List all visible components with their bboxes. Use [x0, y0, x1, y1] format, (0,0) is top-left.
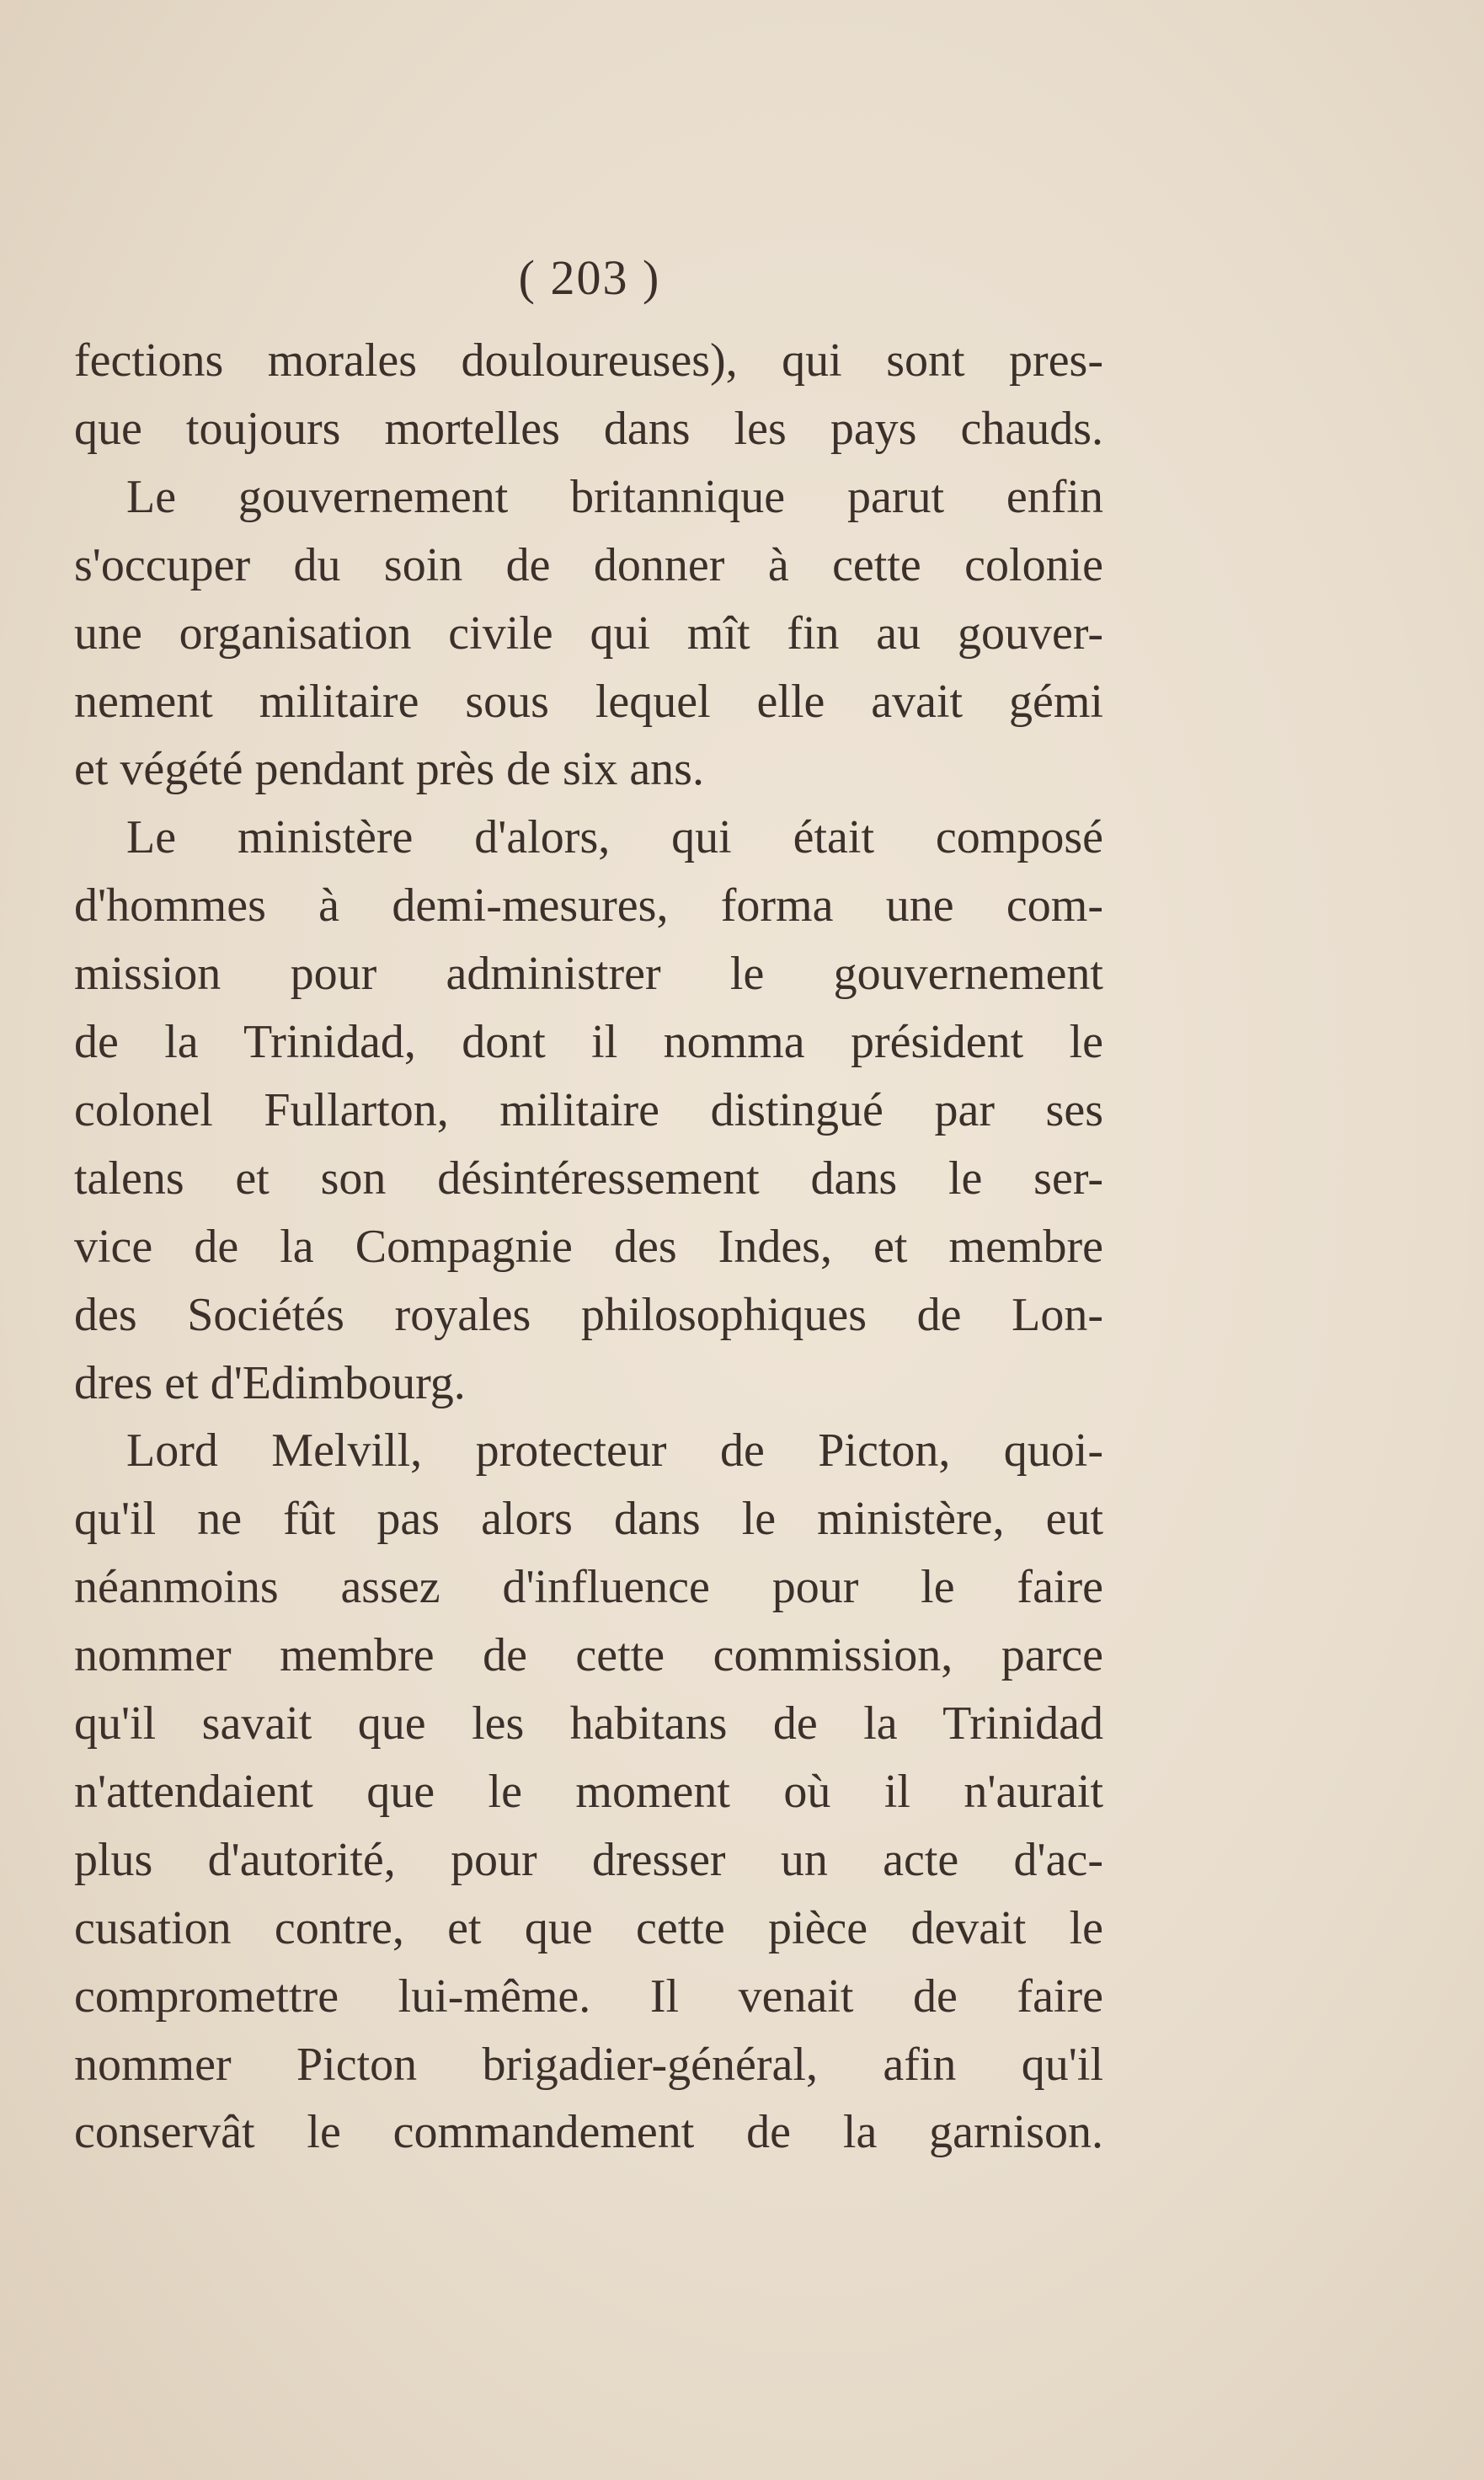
- text-line: s'occuper du soin de donner à cette colonie: [74, 538, 1103, 591]
- text-line: vice de la Compagnie des Indes, et membre: [74, 1220, 1103, 1273]
- text-line: plus d'autorité, pour dresser un acte d'ac-: [74, 1833, 1103, 1886]
- text-line: conservât le commandement de la garnison.: [74, 2106, 1103, 2159]
- text-line: mission pour administrer le gouvernement: [74, 948, 1103, 1001]
- text-line: néanmoins assez d'influence pour le faire: [74, 1561, 1103, 1614]
- text-line: cusation contre, et que cette pièce devait le: [74, 1901, 1103, 1954]
- text-line: une organisation civile qui mît fin au gouver-: [74, 607, 1103, 660]
- text-line: de la Trinidad, dont il nomma président le: [74, 1016, 1103, 1068]
- text-line: nement militaire sous lequel elle avait gémi: [74, 675, 1103, 728]
- text-line: qu'il ne fût pas alors dans le ministère, eut: [74, 1493, 1103, 1546]
- text-line: Lord Melvill, protecteur de Picton, quoi-: [126, 1424, 1103, 1478]
- text-line: et végété pendant près de six ans.: [74, 743, 704, 796]
- text-line: colonel Fullarton, militaire distingué par ses: [74, 1083, 1103, 1136]
- text-line: n'attendaient que le moment où il n'aurait: [74, 1765, 1103, 1818]
- text-line: compromettre lui-même. Il venait de faire: [74, 1970, 1103, 2023]
- text-line: Le gouvernement britannique parut enfin: [126, 470, 1103, 523]
- page-number: ( 203 ): [518, 250, 661, 305]
- text-line: dres et d'Edimbourg.: [74, 1356, 466, 1409]
- text-line: nommer membre de cette commission, parce: [74, 1629, 1103, 1682]
- text-line: des Sociétés royales philosophiques de Lon-: [74, 1288, 1103, 1341]
- text-line: que toujours mortelles dans les pays chauds.: [74, 402, 1103, 455]
- text-line: nommer Picton brigadier-général, afin qu'il: [74, 2038, 1103, 2091]
- text-line: qu'il savait que les habitans de la Trinidad: [74, 1697, 1103, 1750]
- text-line: Le ministère d'alors, qui était composé: [126, 811, 1103, 864]
- text-line: d'hommes à demi-mesures, forma une com-: [74, 879, 1103, 933]
- text-line: talens et son désintéressement dans le ser-: [74, 1152, 1103, 1205]
- text-line: fections morales douloureuses), qui sont pres-: [74, 334, 1103, 387]
